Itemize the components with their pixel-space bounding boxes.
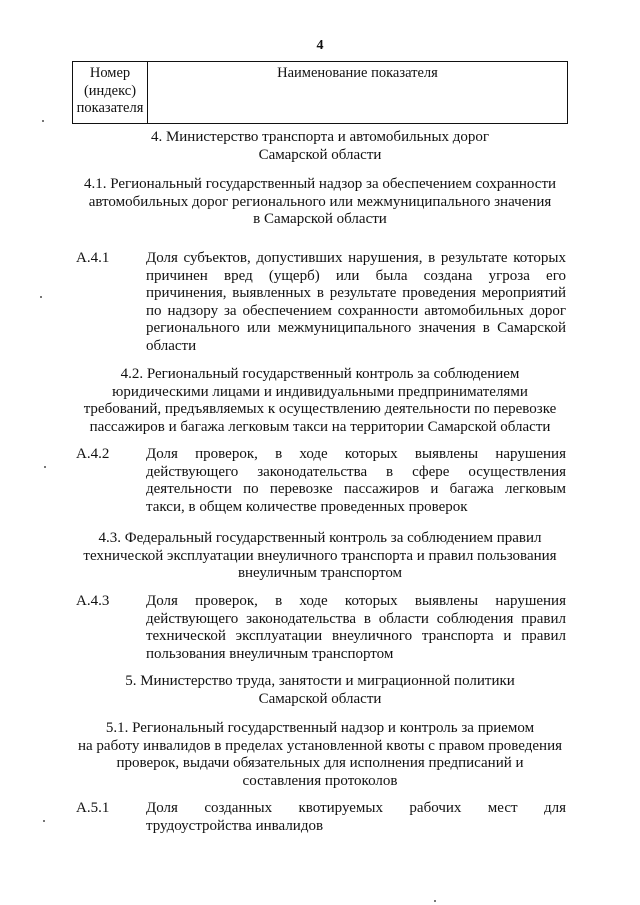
heading-line: автомобильных дорог регионального или межмуниципального значения (88, 193, 552, 210)
header-cell-name (148, 62, 568, 124)
heading-line: 5. Министерство труда, занятости и миграционной политики (125, 673, 515, 689)
desc-line: Доля созданных квотируемых рабочих мест для (146, 800, 566, 816)
heading-line: пассажиров и багажа легковым такси на территории Самарской области (89, 418, 551, 435)
heading-line: юридическими лицами и индивидуальными предпринимателями (112, 383, 528, 400)
desc-line: по надзору за обеспечением сохранности автомобильных дорог (146, 302, 566, 319)
section-heading-4 (60, 129, 580, 164)
indicator-code: А.4.3 (76, 593, 110, 609)
heading-line: 5.1. Региональный государственный надзор и контроль за приемом (105, 720, 535, 736)
indicator-description (146, 446, 566, 516)
desc-line: пользования внеуличным транспортом (146, 645, 394, 662)
indicator-description (146, 800, 566, 835)
desc-line: такси, в общем количестве проведенных проверок (146, 498, 468, 515)
heading-line: 4.1. Региональный государственный надзор за обеспечением сохранности (83, 176, 557, 192)
heading-line: 4.2. Региональный государственный контроль за соблюдением (120, 366, 520, 382)
indicator-description (146, 593, 566, 663)
indicator-code: А.4.2 (76, 446, 110, 462)
heading-line: технической эксплуатации внеуличного транспорта и правил пользования (83, 547, 557, 564)
heading-line: 4.3. Федеральный государственный контроль за соблюдением правил (98, 530, 542, 546)
desc-line: Доля проверок, в ходе которых выявлены нарушения (146, 446, 566, 462)
page-number: 4 (316, 38, 324, 53)
section-heading-4-1 (60, 176, 580, 229)
section-heading-4-2 (60, 366, 580, 436)
desc-line: причинен вред (ущерб) или была создана угроза его (146, 267, 566, 284)
desc-line: трудоустройства инвалидов (146, 817, 324, 834)
section-heading-5-1 (60, 720, 580, 790)
desc-line: причинения, выявленных в результате проведения мероприятий (146, 285, 566, 301)
scan-speck (40, 296, 42, 298)
heading-line: внеуличным транспортом (237, 565, 403, 581)
heading-line: Самарской области (258, 690, 382, 707)
header-index-line: (индекс) (83, 82, 137, 99)
section-heading-5 (60, 673, 580, 708)
indicator-description (146, 250, 566, 355)
heading-line: Самарской области (258, 146, 382, 163)
desc-line: Доля субъектов, допустивших нарушения, в результате которых (146, 250, 566, 266)
heading-line: требований, предъявляемых к осуществлению деятельности по перевозке (83, 401, 557, 417)
heading-line: в Самарской области (253, 211, 387, 227)
header-name-text: Наименование показателя (277, 65, 438, 81)
scan-speck (43, 820, 45, 822)
desc-line: действующего законодательства в сфере осуществления (146, 463, 566, 480)
desc-line: технической эксплуатации внеуличного транспорта и правил (146, 628, 566, 644)
scan-speck (434, 900, 436, 902)
scan-speck (42, 120, 44, 122)
header-index-line: показателя (76, 100, 144, 116)
indicator-table-header (72, 61, 568, 124)
heading-line: проверок, выдачи обязательных для исполнения предписаний и (116, 755, 524, 771)
heading-line: на работу инвалидов в пределах установленной квоты с правом проведения (78, 737, 562, 754)
desc-line: деятельности по перевозке пассажиров и багажа легковым (146, 481, 566, 497)
heading-line: 4. Министерство транспорта и автомобильных дорог (150, 129, 490, 145)
section-heading-4-3 (60, 530, 580, 583)
header-cell-index (73, 62, 148, 124)
indicator-code: А.5.1 (76, 800, 110, 816)
desc-line: действующего законодательства в области соблюдения правил (146, 610, 566, 627)
desc-line: области (146, 337, 197, 354)
header-index-line: Номер (89, 65, 131, 81)
heading-line: составления протоколов (242, 772, 398, 789)
indicator-code: А.4.1 (76, 250, 110, 266)
scan-speck (44, 466, 46, 468)
desc-line: Доля проверок, в ходе которых выявлены нарушения (146, 593, 566, 609)
desc-line: регионального или межмуниципального значения в Самарской (146, 320, 566, 336)
